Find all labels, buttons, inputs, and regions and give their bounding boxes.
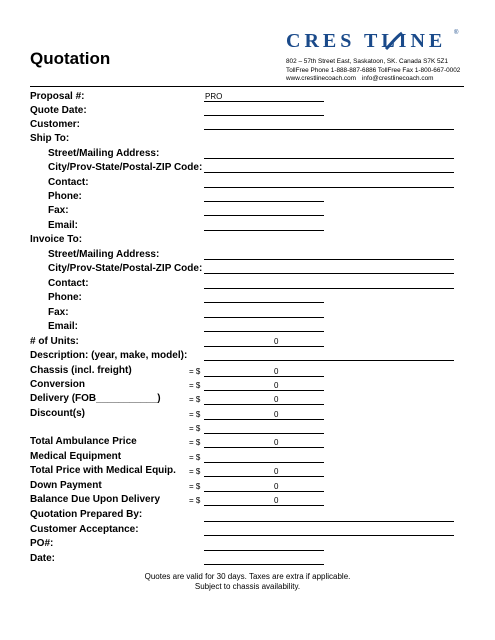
inv-fax-label: Fax: [48,307,69,318]
chassis-field[interactable] [204,376,324,377]
acceptance-field[interactable] [204,535,454,536]
ship-contact-field[interactable] [204,187,454,188]
ship-to-label: Ship To: [30,133,70,144]
total-with-med-value: 0 [274,467,279,476]
ship-phone-field[interactable] [204,201,324,202]
ship-contact-label: Contact: [48,177,89,188]
down-payment-field[interactable] [204,491,324,492]
delivery-field[interactable] [204,404,324,405]
delivery-label: Delivery (FOB___________) [30,393,161,404]
total-ambulance-field[interactable] [204,447,324,448]
company-contact [286,58,460,84]
inv-street-field[interactable] [204,259,454,260]
ship-city-field[interactable] [204,172,454,173]
company-phones: TollFree Phone 1-888-887-6886 TollFree Fax 1-800-667-0002 [286,66,461,74]
footer-validity: Quotes are valid for 30 days. Taxes are extra if applicable. [144,572,351,581]
proposal-field[interactable] [204,101,324,102]
conversion-prefix: = $ [189,381,201,390]
discount-label: Discount(s) [30,408,85,419]
down-payment-prefix: = $ [189,482,201,491]
inv-contact-field[interactable] [204,288,454,289]
delivery-prefix: = $ [189,395,201,404]
total-ambulance-prefix: = $ [189,438,201,447]
ship-phone-label: Phone: [48,191,82,202]
total-ambulance-label: Total Ambulance Price [30,436,137,447]
po-label: PO#: [30,538,54,549]
inv-fax-field[interactable] [204,317,324,318]
total-with-med-label: Total Price with Medical Equip. [30,465,176,476]
chassis-label: Chassis (incl. freight) [30,365,132,376]
company-address: 802 – 57th Street East, Saskatoon, SK. Canada S7K 5Z1 [286,58,449,65]
prepared-by-field[interactable] [204,521,454,522]
footer-availability: Subject to chassis availability. [194,582,301,591]
page-title: Quotation [30,49,111,68]
units-field[interactable] [204,346,324,347]
extra-line-field[interactable] [204,433,324,434]
header-divider [30,86,464,87]
brand-logo [286,30,466,56]
proposal-label: Proposal #: [30,91,85,102]
total-with-med-field[interactable] [204,476,324,477]
quote-date-field[interactable] [204,115,324,116]
inv-phone-label: Phone: [48,292,82,303]
medical-equipment-prefix: = $ [189,453,201,462]
chassis-prefix: = $ [189,367,201,376]
footer-note [0,572,495,592]
customer-label: Customer: [30,119,81,130]
down-payment-value: 0 [274,482,279,491]
total-with-med-prefix: = $ [189,467,201,476]
discount-field[interactable] [204,419,324,420]
units-label: # of Units: [30,336,79,347]
prepared-by-label: Quotation Prepared By: [30,509,143,520]
extra-line-prefix: = $ [189,424,201,433]
quote-date-label: Quote Date: [30,105,87,116]
date-label: Date: [30,553,56,564]
ship-street-field[interactable] [204,158,454,159]
company-website[interactable]: www.crestlinecoach.com [286,75,356,83]
total-ambulance-value: 0 [274,438,279,447]
ship-email-field[interactable] [204,230,324,231]
inv-email-label: Email: [48,321,79,332]
ship-city-label: City/Prov-State/Postal-ZIP Code: [48,162,203,173]
medical-equipment-label: Medical Equipment [30,451,122,462]
invoice-to-label: Invoice To: [30,234,83,245]
conversion-value: 0 [274,381,279,390]
po-field[interactable] [204,550,324,551]
down-payment-label: Down Payment [30,480,102,491]
conversion-label: Conversion [30,379,86,390]
units-value: 0 [274,337,279,346]
balance-prefix: = $ [189,496,201,505]
medical-equipment-field[interactable] [204,462,324,463]
ship-street-label: Street/Mailing Address: [48,148,160,159]
brand-name: CRES TLINE [286,30,447,52]
ship-fax-label: Fax: [48,205,69,216]
inv-city-label: City/Prov-State/Postal-ZIP Code: [48,263,203,274]
inv-email-field[interactable] [204,331,324,332]
date-field[interactable] [204,564,324,565]
discount-value: 0 [274,410,279,419]
balance-label: Balance Due Upon Delivery [30,494,161,505]
description-label: Description: (year, make, model): [30,350,188,361]
balance-field[interactable] [204,505,324,506]
swoosh-icon [384,31,404,53]
inv-street-label: Street/Mailing Address: [48,249,160,260]
discount-prefix: = $ [189,410,201,419]
proposal-value: PRO [205,92,223,101]
inv-contact-label: Contact: [48,278,89,289]
registered-mark: ® [454,30,459,36]
delivery-value: 0 [274,395,279,404]
description-field[interactable] [204,360,454,361]
inv-phone-field[interactable] [204,302,324,303]
ship-fax-field[interactable] [204,215,324,216]
acceptance-label: Customer Acceptance: [30,524,139,535]
ship-email-label: Email: [48,220,79,231]
chassis-value: 0 [274,367,279,376]
balance-value: 0 [274,496,279,505]
inv-city-field[interactable] [204,273,454,274]
conversion-field[interactable] [204,390,324,391]
company-email[interactable]: info@crestlinecoach.com [361,75,434,83]
customer-field[interactable] [204,129,454,130]
